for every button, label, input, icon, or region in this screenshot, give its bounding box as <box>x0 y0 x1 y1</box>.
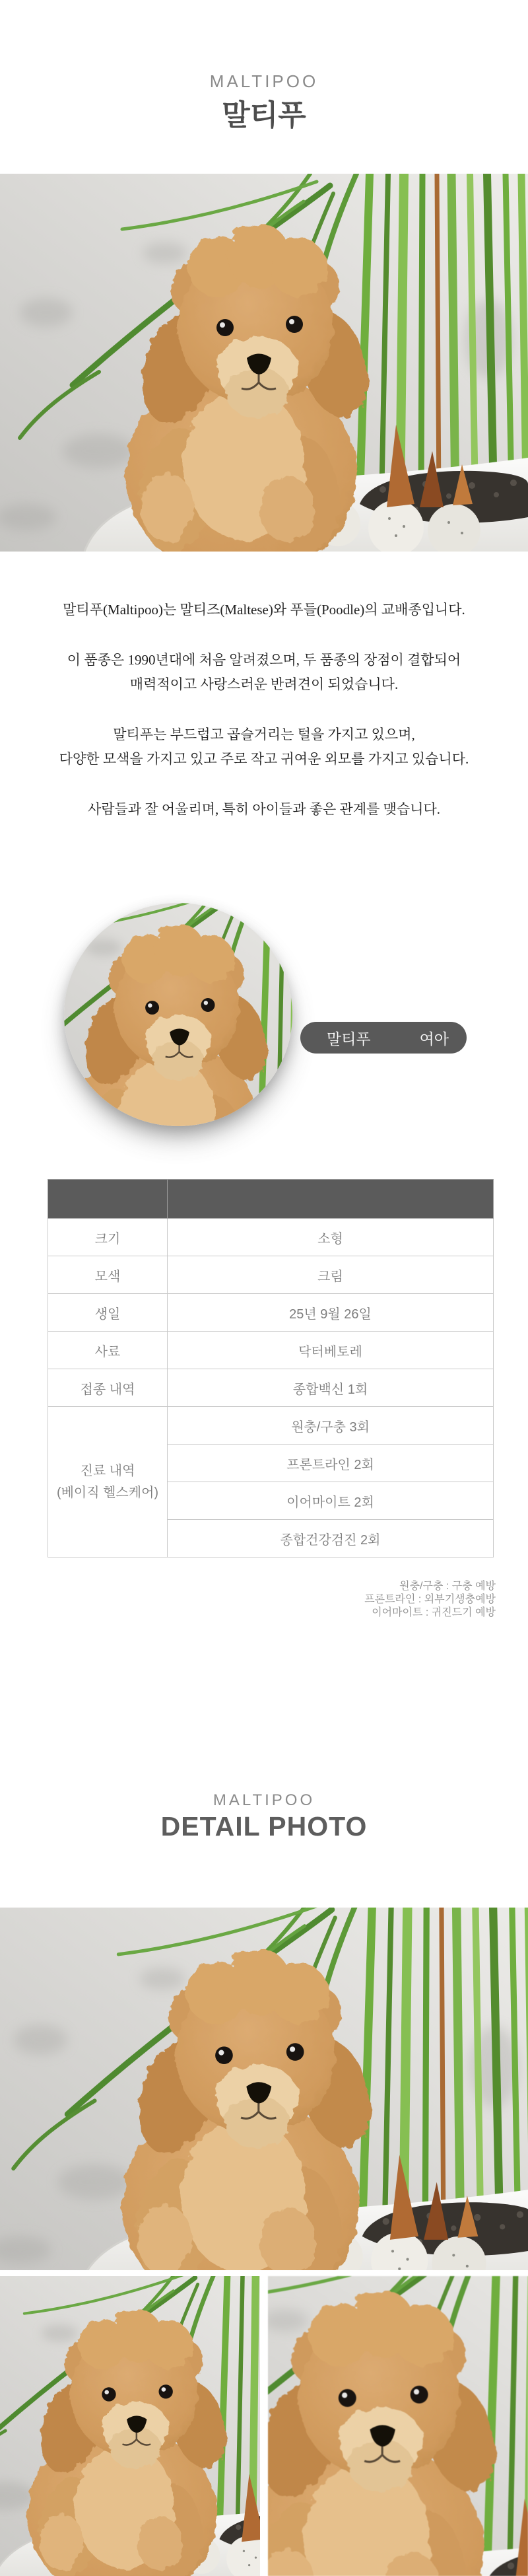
row-value: 25년 9월 26일 <box>168 1294 494 1332</box>
row-value: 이어마이트 2회 <box>168 1482 494 1520</box>
intro-paragraph-2: 이 품종은 1990년대에 처음 알려졌으며, 두 품종의 장점이 결합되어 매력적이고 사랑스러운 반려견이 되었습니다. <box>67 652 461 692</box>
table-row <box>48 1294 494 1332</box>
intro-paragraph-1: 말티푸(Maltipoo)는 말티즈(Maltese)와 푸들(Poodle)의 교배종입니다. <box>63 602 465 618</box>
row-label: 접종 내역 <box>48 1369 168 1407</box>
table-row <box>48 1332 494 1369</box>
table-group-row <box>48 1407 494 1445</box>
table-header-value-cell <box>168 1180 494 1219</box>
table-row <box>48 1256 494 1294</box>
row-label: 사료 <box>48 1332 168 1369</box>
intro-paragraph-4: 사람들과 잘 어울리며, 특히 아이들과 좋은 관계를 맺습니다. <box>87 801 441 817</box>
row-label: 생일 <box>48 1294 168 1332</box>
intro-paragraph-3: 말티푸는 부드럽고 곱슬거리는 털을 가지고 있으며, 다양한 모색을 가지고 있고 주로 작고 귀여운 외모를 가지고 있습니다. <box>59 727 469 767</box>
detail-photo-3 <box>268 2276 528 2576</box>
brand-title-ko: 말티푸 <box>222 99 306 131</box>
detail-section-title: DETAIL PHOTO <box>160 1811 368 1842</box>
row-value: 크림 <box>168 1256 494 1294</box>
row-value: 프론트라인 2회 <box>168 1445 494 1482</box>
table-footnotes: 원충/구충 : 구충 예방 프론트라인 : 외부기생충예방 이어마이트 : 귀진드기 예방 <box>364 1581 496 1618</box>
group-label: 진료 내역 (베이직 헬스케어) <box>48 1407 168 1557</box>
row-value: 소형 <box>168 1219 494 1256</box>
row-value: 종합건강검진 2회 <box>168 1520 494 1557</box>
badge-sex-label: 여아 <box>419 1030 449 1048</box>
table-row <box>48 1369 494 1407</box>
detail-photo-1 <box>0 1908 528 2270</box>
profile-photo <box>64 903 292 1126</box>
row-value: 종합백신 1회 <box>168 1369 494 1407</box>
main-photo <box>0 174 528 552</box>
row-value: 닥터베토레 <box>168 1332 494 1369</box>
detail-photo-2 <box>0 2276 260 2576</box>
puppy-info-table <box>48 1179 494 1557</box>
badge-breed-label: 말티푸 <box>327 1030 371 1048</box>
table-row <box>48 1219 494 1256</box>
breed-sex-badge <box>300 1022 467 1054</box>
table-header-label-cell <box>48 1180 168 1219</box>
table-header-row <box>48 1180 494 1219</box>
detail-section-subtitle: MALTIPOO <box>213 1791 315 1809</box>
row-value: 원충/구충 3회 <box>168 1407 494 1445</box>
brand-title-en: MALTIPOO <box>209 71 319 91</box>
row-label: 크기 <box>48 1219 168 1256</box>
row-label: 모색 <box>48 1256 168 1294</box>
